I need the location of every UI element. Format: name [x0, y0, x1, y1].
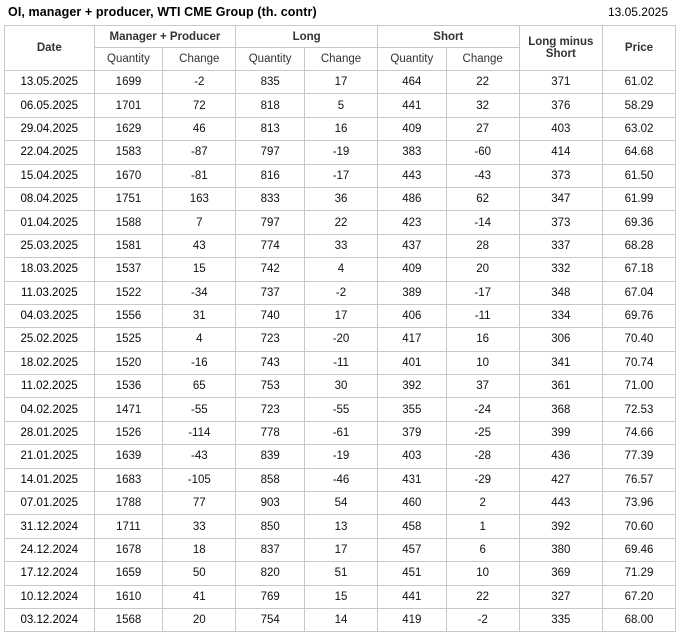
cell-s-c: -43	[446, 164, 519, 187]
cell-price: 74.66	[602, 421, 675, 444]
header-bar	[4, 0, 676, 25]
column-header-date: Date	[5, 26, 95, 71]
cell-s-q: 443	[377, 164, 446, 187]
cell-l-q: 818	[236, 94, 305, 117]
cell-l-q: 743	[236, 351, 305, 374]
cell-mp-c: -81	[163, 164, 236, 187]
cell-l-q: 769	[236, 585, 305, 608]
cell-price: 61.99	[602, 187, 675, 210]
table-row	[5, 608, 676, 631]
cell-l-q: 742	[236, 258, 305, 281]
cell-l-q: 797	[236, 211, 305, 234]
cell-mp-c: -55	[163, 398, 236, 421]
cell-s-q: 423	[377, 211, 446, 234]
cell-date: 22.04.2025	[5, 141, 95, 164]
cell-mp-q: 1581	[94, 234, 163, 257]
cell-mp-q: 1678	[94, 538, 163, 561]
cell-mp-q: 1556	[94, 304, 163, 327]
cell-l-q: 723	[236, 398, 305, 421]
cell-date: 15.04.2025	[5, 164, 95, 187]
table-row	[5, 304, 676, 327]
table-row	[5, 445, 676, 468]
cell-l-q: 778	[236, 421, 305, 444]
cell-price: 68.28	[602, 234, 675, 257]
cell-mp-q: 1583	[94, 141, 163, 164]
column-group-manager-producer: Manager + Producer	[94, 26, 236, 48]
cell-date: 03.12.2024	[5, 608, 95, 631]
cell-date: 18.03.2025	[5, 258, 95, 281]
cell-l-q: 816	[236, 164, 305, 187]
table-head	[5, 26, 676, 71]
cell-lms: 403	[519, 117, 602, 140]
cell-s-q: 406	[377, 304, 446, 327]
cell-l-c: 33	[305, 234, 378, 257]
cell-price: 70.40	[602, 328, 675, 351]
cell-mp-c: 50	[163, 562, 236, 585]
cell-price: 72.53	[602, 398, 675, 421]
cell-mp-q: 1588	[94, 211, 163, 234]
column-header-long-quantity: Quantity	[236, 48, 305, 71]
cell-mp-q: 1639	[94, 445, 163, 468]
cell-s-q: 419	[377, 608, 446, 631]
column-header-price: Price	[602, 26, 675, 71]
cell-s-q: 457	[377, 538, 446, 561]
cell-s-q: 486	[377, 187, 446, 210]
cell-l-c: -61	[305, 421, 378, 444]
cell-price: 70.60	[602, 515, 675, 538]
cell-l-q: 737	[236, 281, 305, 304]
table-row	[5, 585, 676, 608]
table-row	[5, 515, 676, 538]
cell-l-c: 54	[305, 492, 378, 515]
cell-l-c: 14	[305, 608, 378, 631]
cell-mp-q: 1788	[94, 492, 163, 515]
cell-date: 11.03.2025	[5, 281, 95, 304]
cell-s-c: -14	[446, 211, 519, 234]
cell-mp-q: 1526	[94, 421, 163, 444]
cell-mp-q: 1471	[94, 398, 163, 421]
table-row	[5, 281, 676, 304]
column-header-mp-change: Change	[163, 48, 236, 71]
cell-price: 71.00	[602, 375, 675, 398]
cell-s-c: 62	[446, 187, 519, 210]
cell-price: 61.50	[602, 164, 675, 187]
cell-date: 06.05.2025	[5, 94, 95, 117]
cell-mp-q: 1711	[94, 515, 163, 538]
cell-date: 25.02.2025	[5, 328, 95, 351]
cell-l-q: 903	[236, 492, 305, 515]
table-row	[5, 187, 676, 210]
cell-s-c: 2	[446, 492, 519, 515]
cell-price: 67.04	[602, 281, 675, 304]
cell-l-q: 850	[236, 515, 305, 538]
cell-s-c: 22	[446, 585, 519, 608]
cell-date: 11.02.2025	[5, 375, 95, 398]
cell-s-q: 355	[377, 398, 446, 421]
column-header-long-change: Change	[305, 48, 378, 71]
cell-mp-c: 77	[163, 492, 236, 515]
page-title: OI, manager + producer, WTI CME Group (th. contr)	[8, 5, 317, 19]
cell-l-c: -2	[305, 281, 378, 304]
cell-price: 76.57	[602, 468, 675, 491]
cell-mp-c: -87	[163, 141, 236, 164]
cell-s-c: -28	[446, 445, 519, 468]
cell-date: 13.05.2025	[5, 71, 95, 94]
cell-s-q: 417	[377, 328, 446, 351]
cell-s-q: 458	[377, 515, 446, 538]
cell-mp-c: 7	[163, 211, 236, 234]
table-row	[5, 141, 676, 164]
cell-s-q: 431	[377, 468, 446, 491]
cell-date: 10.12.2024	[5, 585, 95, 608]
cell-mp-q: 1683	[94, 468, 163, 491]
cell-s-q: 451	[377, 562, 446, 585]
cell-mp-c: 33	[163, 515, 236, 538]
cell-mp-q: 1536	[94, 375, 163, 398]
cell-lms: 335	[519, 608, 602, 631]
column-header-mp-quantity: Quantity	[94, 48, 163, 71]
cell-lms: 327	[519, 585, 602, 608]
cell-lms: 348	[519, 281, 602, 304]
cell-lms: 334	[519, 304, 602, 327]
cell-s-q: 383	[377, 141, 446, 164]
cell-mp-q: 1701	[94, 94, 163, 117]
cell-price: 58.29	[602, 94, 675, 117]
table-row	[5, 258, 676, 281]
column-header-long-minus-short: Long minus Short	[519, 26, 602, 71]
cell-l-c: -19	[305, 445, 378, 468]
cell-l-c: 5	[305, 94, 378, 117]
cell-mp-c: -34	[163, 281, 236, 304]
cell-mp-q: 1537	[94, 258, 163, 281]
cell-l-c: -19	[305, 141, 378, 164]
cell-l-c: 30	[305, 375, 378, 398]
cell-l-q: 833	[236, 187, 305, 210]
cell-s-q: 437	[377, 234, 446, 257]
cell-mp-c: -114	[163, 421, 236, 444]
cell-lms: 341	[519, 351, 602, 374]
cell-mp-c: 72	[163, 94, 236, 117]
cell-lms: 332	[519, 258, 602, 281]
cell-s-c: -2	[446, 608, 519, 631]
cell-l-c: -55	[305, 398, 378, 421]
cell-lms: 371	[519, 71, 602, 94]
cell-mp-c: 31	[163, 304, 236, 327]
cell-l-c: 17	[305, 538, 378, 561]
cell-price: 71.29	[602, 562, 675, 585]
cell-lms: 376	[519, 94, 602, 117]
cell-s-q: 460	[377, 492, 446, 515]
cell-l-q: 723	[236, 328, 305, 351]
table-row	[5, 234, 676, 257]
cell-l-q: 820	[236, 562, 305, 585]
cell-s-q: 441	[377, 585, 446, 608]
cell-price: 69.46	[602, 538, 675, 561]
cell-s-q: 441	[377, 94, 446, 117]
cell-price: 67.18	[602, 258, 675, 281]
cell-s-q: 409	[377, 117, 446, 140]
cell-lms: 380	[519, 538, 602, 561]
cell-s-c: 1	[446, 515, 519, 538]
cell-s-q: 464	[377, 71, 446, 94]
cell-date: 01.04.2025	[5, 211, 95, 234]
cell-l-q: 774	[236, 234, 305, 257]
cell-s-q: 403	[377, 445, 446, 468]
cell-mp-q: 1525	[94, 328, 163, 351]
cell-mp-c: -105	[163, 468, 236, 491]
cell-s-q: 409	[377, 258, 446, 281]
table-row	[5, 117, 676, 140]
cell-mp-c: 163	[163, 187, 236, 210]
cell-lms: 443	[519, 492, 602, 515]
cell-l-c: 22	[305, 211, 378, 234]
cell-l-q: 740	[236, 304, 305, 327]
cell-date: 18.02.2025	[5, 351, 95, 374]
cell-l-c: 36	[305, 187, 378, 210]
cell-l-c: 51	[305, 562, 378, 585]
cell-s-c: 22	[446, 71, 519, 94]
cell-mp-q: 1699	[94, 71, 163, 94]
cell-l-c: 13	[305, 515, 378, 538]
cell-lms: 369	[519, 562, 602, 585]
header-row-groups	[5, 26, 676, 48]
cell-date: 14.01.2025	[5, 468, 95, 491]
cell-mp-q: 1568	[94, 608, 163, 631]
cell-mp-c: -2	[163, 71, 236, 94]
cell-mp-c: 4	[163, 328, 236, 351]
table-row	[5, 398, 676, 421]
cell-mp-q: 1522	[94, 281, 163, 304]
cell-l-q: 754	[236, 608, 305, 631]
cell-l-q: 797	[236, 141, 305, 164]
cell-date: 04.03.2025	[5, 304, 95, 327]
column-group-short: Short	[377, 26, 519, 48]
cell-date: 29.04.2025	[5, 117, 95, 140]
table-row	[5, 351, 676, 374]
table-row	[5, 421, 676, 444]
cell-s-c: 10	[446, 562, 519, 585]
cell-s-q: 401	[377, 351, 446, 374]
cell-l-c: -20	[305, 328, 378, 351]
cell-l-q: 837	[236, 538, 305, 561]
table-row	[5, 94, 676, 117]
cell-lms: 436	[519, 445, 602, 468]
cell-s-c: 27	[446, 117, 519, 140]
cell-date: 04.02.2025	[5, 398, 95, 421]
cell-price: 69.36	[602, 211, 675, 234]
table-row	[5, 164, 676, 187]
cell-mp-q: 1670	[94, 164, 163, 187]
cell-mp-q: 1751	[94, 187, 163, 210]
cell-lms: 347	[519, 187, 602, 210]
cell-price: 69.76	[602, 304, 675, 327]
cell-price: 77.39	[602, 445, 675, 468]
cell-l-q: 835	[236, 71, 305, 94]
cell-l-q: 753	[236, 375, 305, 398]
table-row	[5, 328, 676, 351]
cell-price: 67.20	[602, 585, 675, 608]
cell-lms: 392	[519, 515, 602, 538]
cell-price: 63.02	[602, 117, 675, 140]
cell-l-c: 16	[305, 117, 378, 140]
table-row	[5, 211, 676, 234]
cell-s-c: 16	[446, 328, 519, 351]
column-header-short-change: Change	[446, 48, 519, 71]
cell-l-c: 17	[305, 71, 378, 94]
cell-l-c: -11	[305, 351, 378, 374]
cell-l-q: 858	[236, 468, 305, 491]
cell-s-c: 32	[446, 94, 519, 117]
cell-l-c: 4	[305, 258, 378, 281]
cell-l-q: 839	[236, 445, 305, 468]
cell-s-q: 379	[377, 421, 446, 444]
cell-l-c: 15	[305, 585, 378, 608]
cell-s-c: -60	[446, 141, 519, 164]
cell-date: 21.01.2025	[5, 445, 95, 468]
cell-price: 68.00	[602, 608, 675, 631]
cell-price: 64.68	[602, 141, 675, 164]
cell-s-c: -17	[446, 281, 519, 304]
cell-mp-q: 1629	[94, 117, 163, 140]
cell-lms: 361	[519, 375, 602, 398]
cell-s-c: -25	[446, 421, 519, 444]
cell-date: 08.04.2025	[5, 187, 95, 210]
cell-l-c: 17	[305, 304, 378, 327]
cell-s-c: 37	[446, 375, 519, 398]
cell-mp-c: 18	[163, 538, 236, 561]
cell-lms: 427	[519, 468, 602, 491]
cell-mp-c: 43	[163, 234, 236, 257]
table-row	[5, 468, 676, 491]
cell-lms: 414	[519, 141, 602, 164]
cell-mp-q: 1610	[94, 585, 163, 608]
cell-lms: 373	[519, 164, 602, 187]
cell-mp-c: 65	[163, 375, 236, 398]
cell-mp-q: 1520	[94, 351, 163, 374]
column-group-long: Long	[236, 26, 378, 48]
cell-lms: 337	[519, 234, 602, 257]
cell-s-c: -11	[446, 304, 519, 327]
cell-mp-c: 20	[163, 608, 236, 631]
table-row	[5, 562, 676, 585]
cell-s-c: 10	[446, 351, 519, 374]
cell-mp-c: 46	[163, 117, 236, 140]
report-date: 13.05.2025	[607, 5, 668, 19]
cell-lms: 368	[519, 398, 602, 421]
cell-price: 70.74	[602, 351, 675, 374]
column-header-short-quantity: Quantity	[377, 48, 446, 71]
table-row	[5, 71, 676, 94]
open-interest-table	[4, 25, 676, 632]
cell-s-q: 392	[377, 375, 446, 398]
cell-s-c: 28	[446, 234, 519, 257]
cell-date: 25.03.2025	[5, 234, 95, 257]
cell-date: 31.12.2024	[5, 515, 95, 538]
cell-mp-c: 41	[163, 585, 236, 608]
cell-mp-c: -43	[163, 445, 236, 468]
cell-lms: 373	[519, 211, 602, 234]
cell-l-q: 813	[236, 117, 305, 140]
cell-price: 73.96	[602, 492, 675, 515]
cell-date: 28.01.2025	[5, 421, 95, 444]
cell-s-c: -29	[446, 468, 519, 491]
cell-date: 24.12.2024	[5, 538, 95, 561]
cell-s-c: 20	[446, 258, 519, 281]
cell-lms: 306	[519, 328, 602, 351]
cell-lms: 399	[519, 421, 602, 444]
table-row	[5, 538, 676, 561]
cell-mp-c: -16	[163, 351, 236, 374]
cell-mp-c: 15	[163, 258, 236, 281]
cell-s-q: 389	[377, 281, 446, 304]
table-row	[5, 375, 676, 398]
cell-date: 17.12.2024	[5, 562, 95, 585]
cell-mp-q: 1659	[94, 562, 163, 585]
cell-price: 61.02	[602, 71, 675, 94]
cell-s-c: 6	[446, 538, 519, 561]
cell-l-c: -17	[305, 164, 378, 187]
cell-s-c: -24	[446, 398, 519, 421]
cell-date: 07.01.2025	[5, 492, 95, 515]
cell-l-c: -46	[305, 468, 378, 491]
table-row	[5, 492, 676, 515]
